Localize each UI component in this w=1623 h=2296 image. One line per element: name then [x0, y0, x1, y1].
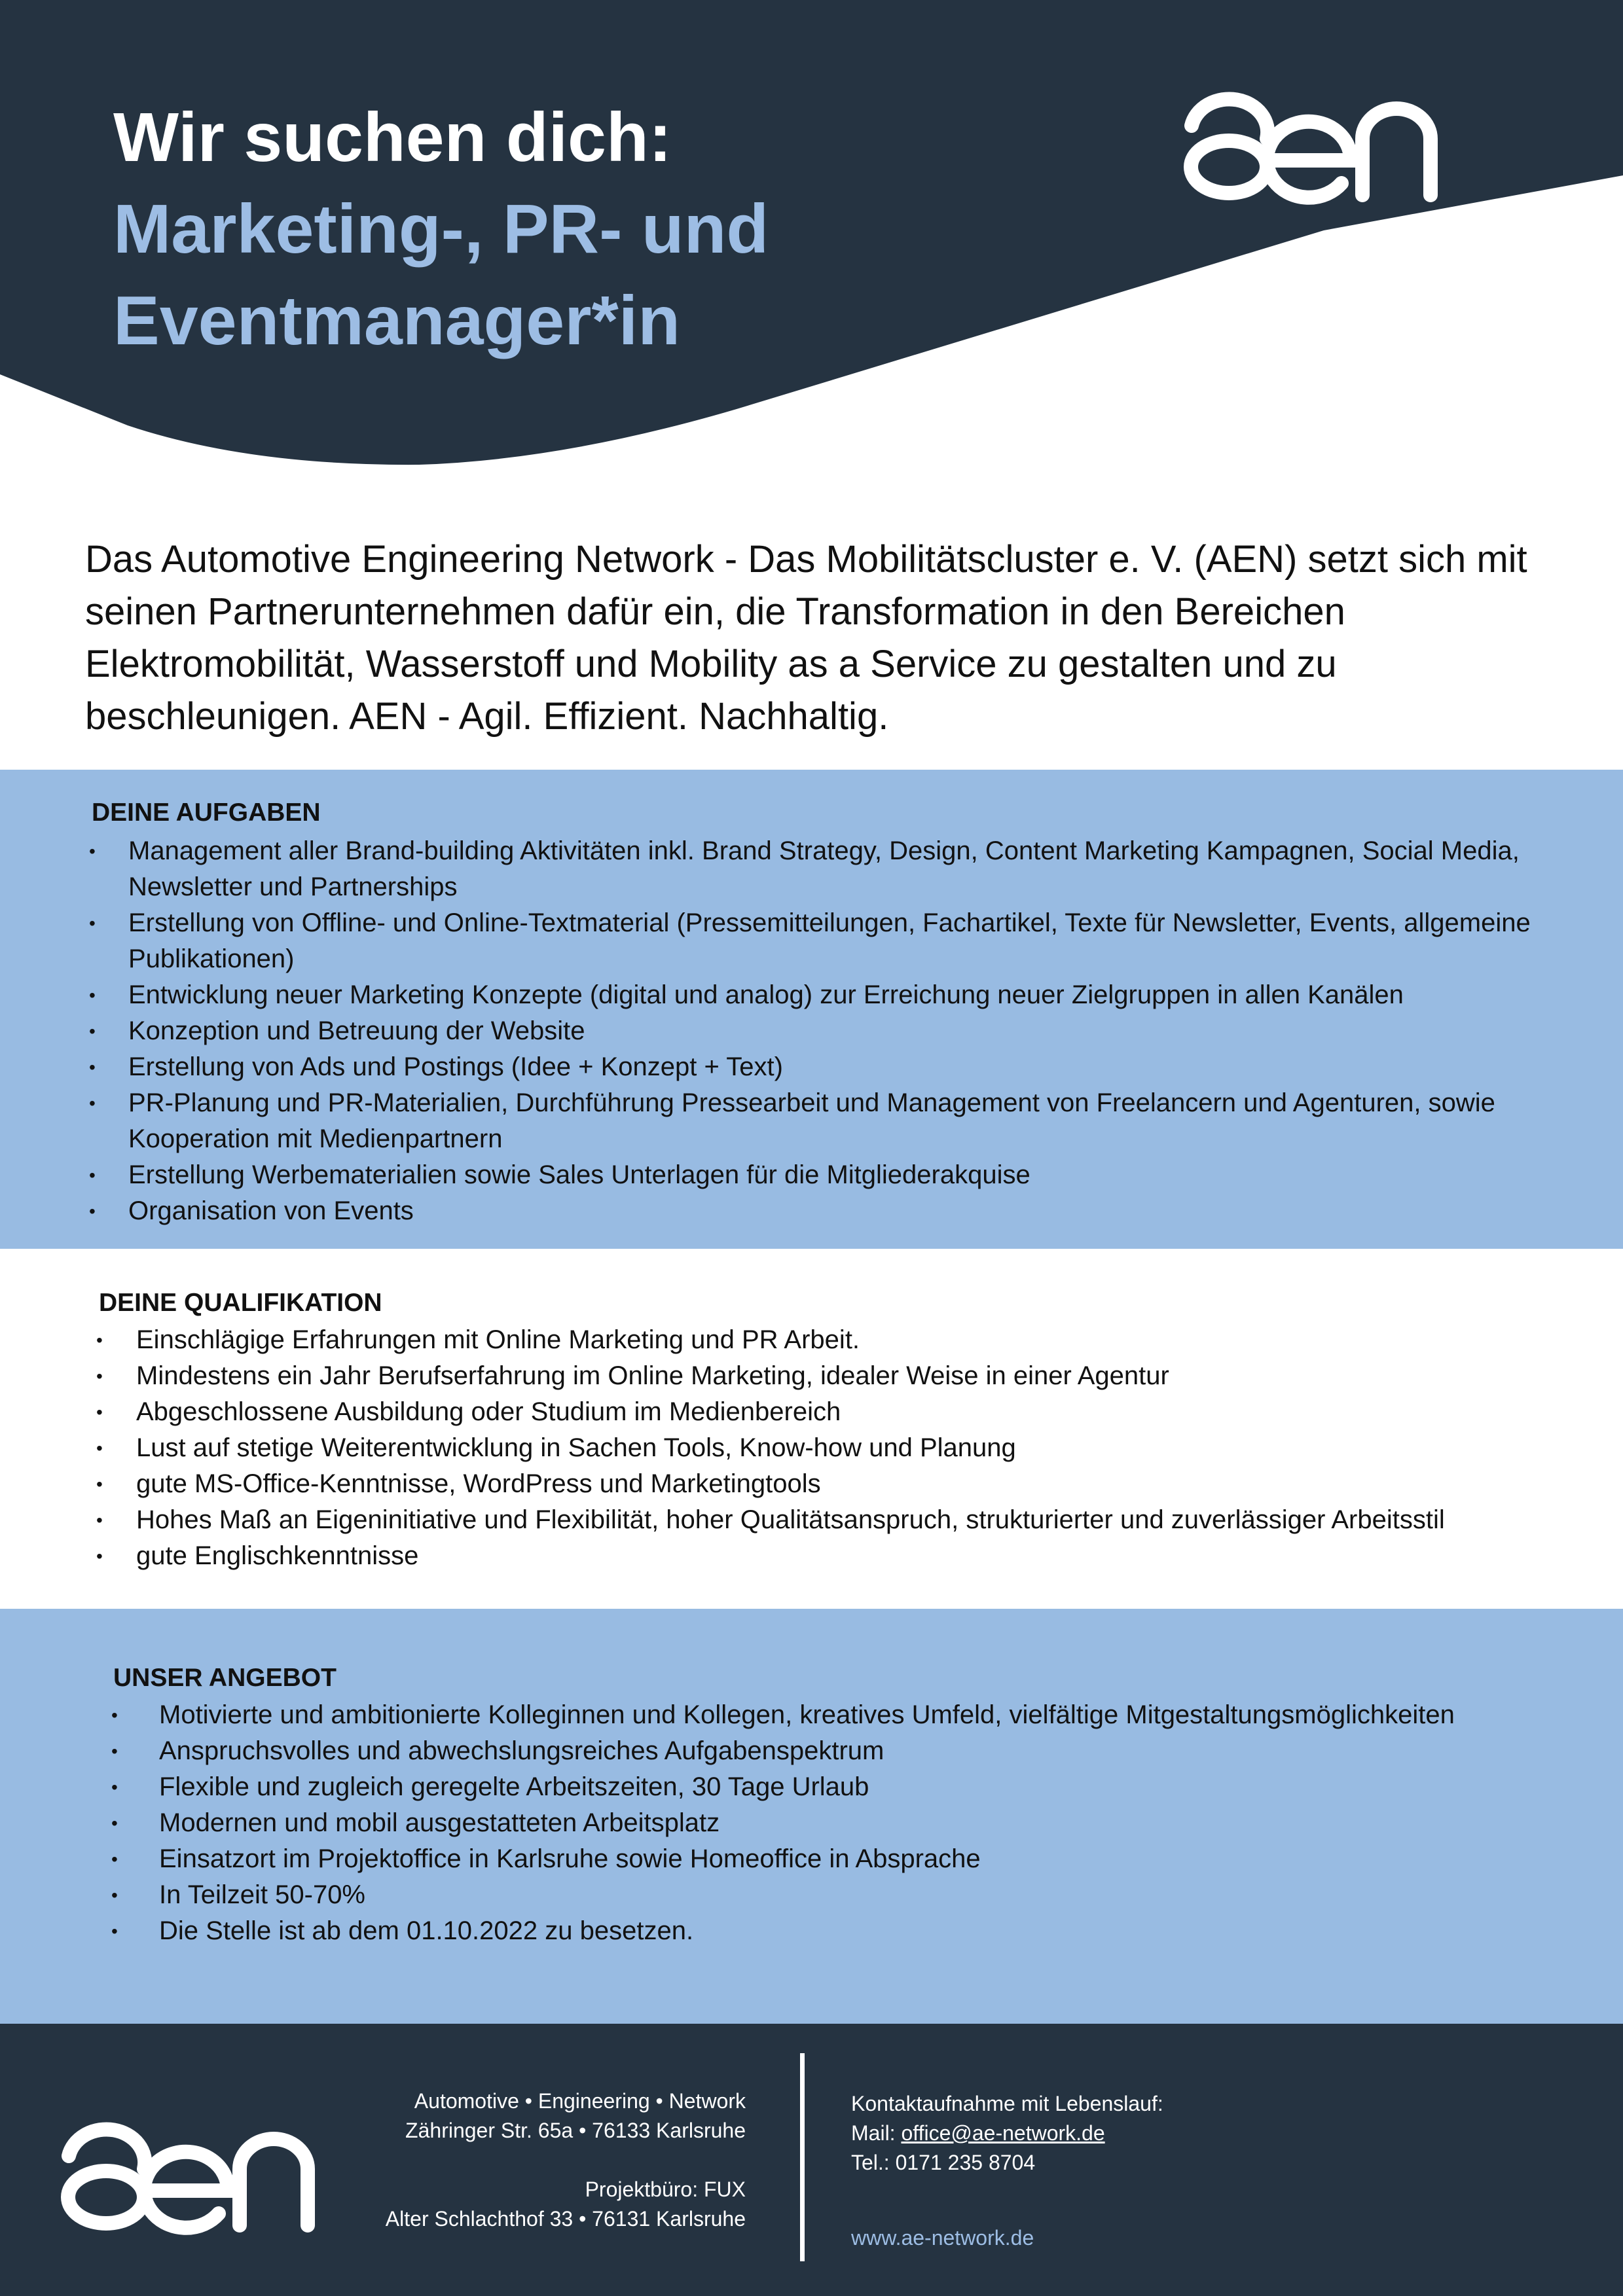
title-line-2: Marketing-, PR- und [113, 190, 769, 268]
contact-phone: Tel.: 0171 235 8704 [851, 2151, 1036, 2174]
section-title-aufgaben: DEINE AUFGABEN [92, 798, 321, 827]
list-item: • Erstellung Werbematerialien sowie Sales Unterlagen für die Mitgliederakquise [89, 1160, 1030, 1189]
list-item: • Erstellung von Ads und Postings (Idee + Konzept + Text) [89, 1052, 783, 1081]
list-item: • Hohes Maß an Eigeninitiative und Flexibilität, hoher Qualitätsanspruch, strukturierter und zuverlässiger Arbeitsstil [96, 1505, 1445, 1534]
contact-mail-row: Mail: office@ae-network.de [851, 2121, 1105, 2145]
list-item: • Einsatzort im Projektoffice in Karlsruhe sowie Homeoffice in Absprache [111, 1844, 981, 1873]
list-item: • Abgeschlossene Ausbildung oder Studium im Medienbereich [96, 1397, 841, 1426]
section-title-angebot: UNSER ANGEBOT [113, 1664, 337, 1692]
list-item: • Konzeption und Betreuung der Website [89, 1016, 585, 1045]
page-title [113, 92, 769, 367]
list-item: • Erstellung von Offline- und Online-Textmaterial (Pressemitteilungen, Fachartikel, Texte für Newsletter, Events, allgemeine Publikationen) [89, 908, 1531, 973]
office-line: Alter Schlachthof 33 • 76131 Karlsruhe [385, 2207, 746, 2231]
list-item: • Organisation von Events [89, 1196, 414, 1225]
footer-aen-logo [52, 2109, 327, 2240]
list-item: • PR-Planung und PR-Materialien, Durchführung Pressearbeit und Management von Freelancern und Agenturen, sowie Kooperation mit Medienpartnern [89, 1088, 1495, 1153]
section-angebot [113, 1659, 1593, 1949]
list-item: • Management aller Brand-building Aktivitäten inkl. Brand Strategy, Design, Content Marketing Kampagnen, Social Media, Newsletter und Partnerships [89, 836, 1520, 901]
aen-logo [1175, 79, 1450, 209]
list-item: • Mindestens ein Jahr Berufserfahrung im Online Marketing, idealer Weise in einer Agentur [96, 1361, 1169, 1390]
list-item: • Modernen und mobil ausgestatteten Arbeitsplatz [111, 1808, 720, 1837]
qualifikation-list [96, 1322, 1578, 1574]
intro-text: Das Automotive Engineering Network - Das Mobilitätscluster e. V. (AEN) setzt sich mit seinen Partnerunternehmen dafür ein, die Transformation in den Bereichen Elektromobilität, Wasserstoff und Mobility as a Service zu gestalten und zu beschleunigen. AEN - Agil. Effizient. Nachhaltig. [85, 538, 1527, 738]
section-title-qualifikation: DEINE QUALIFIKATION [99, 1289, 382, 1317]
list-item: • Motivierte und ambitionierte Kolleginnen und Kollegen, kreatives Umfeld, vielfältige Mitgestaltungsmöglichkeiten [111, 1700, 1455, 1729]
list-item: • Anspruchsvolles und abwechslungsreiches Aufgabenspektrum [111, 1736, 884, 1765]
list-item: • Entwicklung neuer Marketing Konzepte (digital und analog) zur Erreichung neuer Zielgruppen in allen Kanälen [89, 980, 1404, 1009]
list-item: • Flexible und zugleich geregelte Arbeitszeiten, 30 Tage Urlaub [111, 1772, 869, 1801]
list-item: • gute MS-Office-Kenntnisse, WordPress und Marketingtools [96, 1469, 821, 1498]
title-line-1: Wir suchen dich: [113, 99, 672, 176]
list-item: • In Teilzeit 50-70% [111, 1880, 365, 1909]
email-link[interactable]: office@ae-network.de [901, 2121, 1105, 2145]
address-line: Zähringer Str. 65a • 76133 Karlsruhe [405, 2119, 746, 2142]
address-line: Automotive • Engineering • Network [414, 2089, 746, 2113]
list-item: • Die Stelle ist ab dem 01.10.2022 zu besetzen. [111, 1916, 694, 1945]
angebot-list [113, 1697, 1593, 1949]
title-line-3: Eventmanager*in [113, 282, 680, 359]
section-qualifikation [96, 1284, 1578, 1574]
section-aufgaben [89, 794, 1558, 1229]
footer [0, 2024, 1623, 2296]
list-item: • Einschlägige Erfahrungen mit Online Marketing und PR Arbeit. [96, 1325, 860, 1354]
footer-contact [851, 2089, 1163, 2178]
footer-address [386, 2087, 746, 2234]
footer-divider [800, 2053, 805, 2261]
website-link[interactable]: www.ae-network.de [851, 2226, 1034, 2250]
office-line: Projektbüro: FUX [585, 2178, 746, 2201]
list-item: • gute Englischkenntnisse [96, 1541, 419, 1570]
contact-label: Kontaktaufnahme mit Lebenslauf: [851, 2092, 1163, 2115]
list-item: • Lust auf stetige Weiterentwicklung in Sachen Tools, Know-how und Planung [96, 1433, 1016, 1462]
aufgaben-list [89, 833, 1558, 1229]
